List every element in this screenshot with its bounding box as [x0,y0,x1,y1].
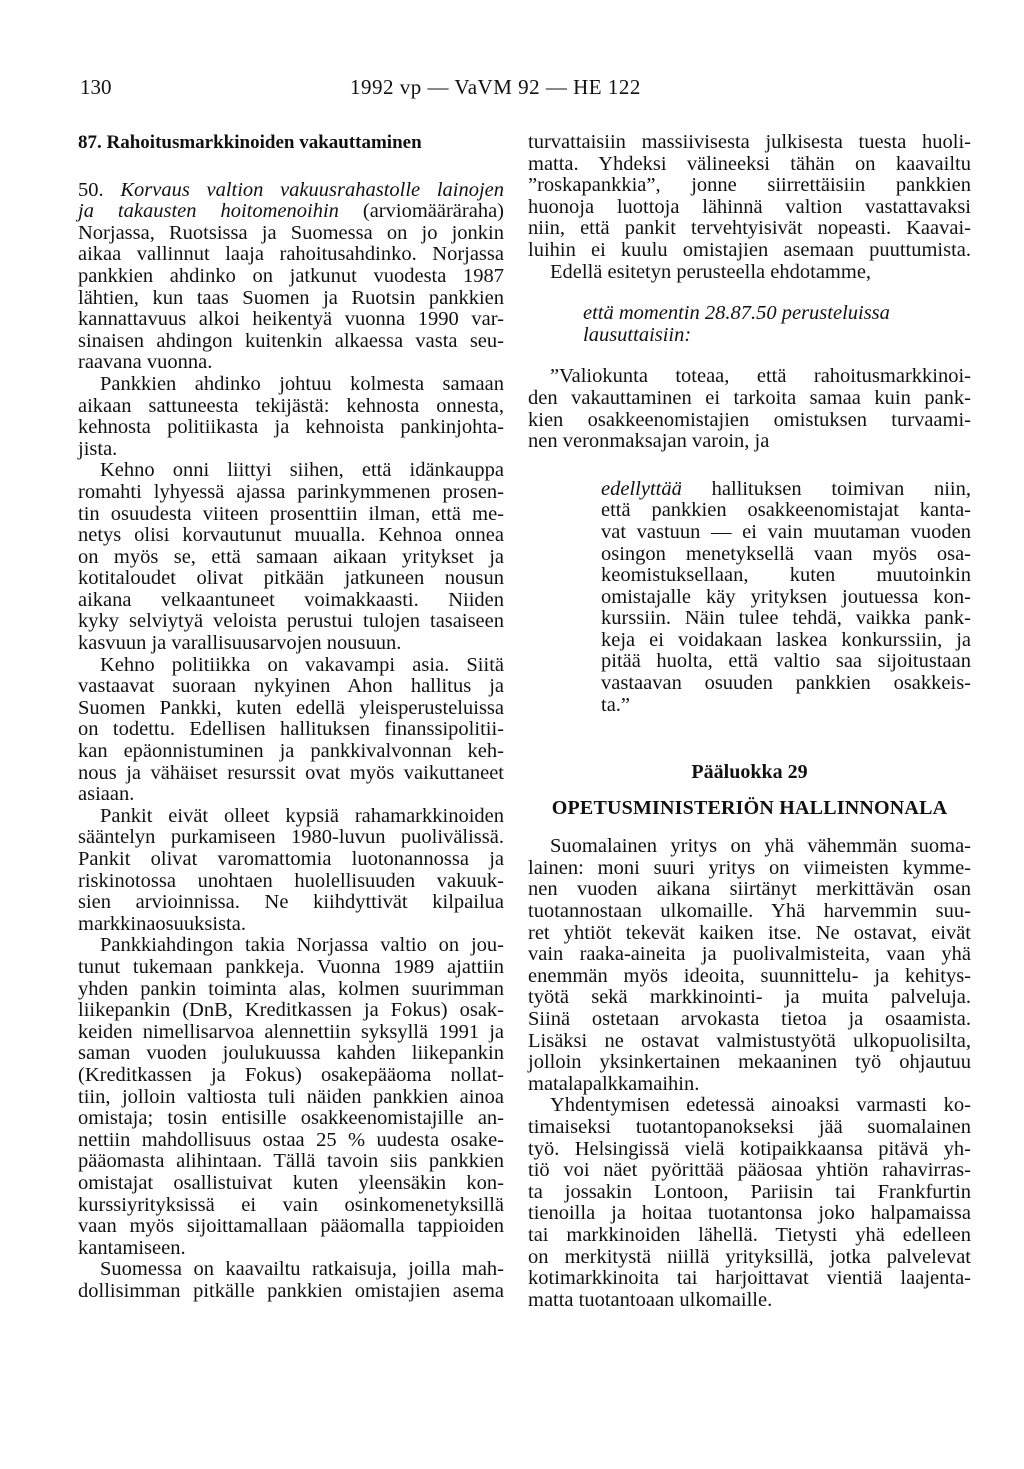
text-line: keja ei voidakaan laskea konkurssiin, ja [601,628,971,651]
text-line: vastaavat suoraan nykyinen Ahon hallitus ja [78,675,504,698]
spacer [528,346,971,366]
text-line: keiden nimellisarvoa alennettiin syksyllä 1991 ja [78,1020,504,1043]
text-line: nettiin mahdollisuus ostaa 25 % uudesta osake- [78,1128,504,1151]
quote-text [528,366,971,452]
text-line: tunut tukemaan pankkeja. Vuonna 1989 ajattiin [78,955,504,978]
left-body-text [78,180,504,1303]
text-line: sinaisen ahdingon kuitenkin alkaessa vasta seu- [78,329,504,352]
text-line: kannattavuus alkoi heikentyä vuonna 1990 var- [78,308,504,331]
text-line: jista. [78,437,118,460]
text-line: on merkitystä niillä yrityksillä, jotka palvelevat [528,1245,971,1268]
text-line: kantamiseen. [78,1236,186,1259]
text-line: Yhdentymisen edetessä ainoaksi varmasti ko- [550,1094,971,1117]
text-line: kan epäonnistuminen ja pankkivalvonnan keh- [78,740,504,763]
text-line: kurssiyrityksissä ei vain osinkomenetyksillä [78,1193,504,1216]
text-line: sääntelyn purkamiseen 1980-luvun puolivälissä. [78,826,504,849]
text-line: liikepankin (DnB, Kreditkassen ja Fokus) osak- [78,999,504,1022]
requirement-text [528,479,971,717]
text-line: tin osuudesta viiteen prosenttiin ilman, että me- [78,502,504,525]
text-line: romahti lyhyessä ajassa parinkymmenen prosen- [78,480,504,503]
text-line: vain raaka-aineita ja puolivalmisteita, vaan yhä [528,943,971,966]
text-line: vastaavan osuuden pankkien osakkeis- [601,672,971,695]
ministry-title: OPETUSMINISTERIÖN HALLINNONALA [551,797,948,820]
text-line: Norjassa, Ruotsissa ja Suomessa on jo jonkin [78,221,504,244]
text-line: pitää huolta, että valtio saa sijoitustaan [601,650,971,673]
spacer [528,453,971,479]
text-line: Kehno politiikka on vakavampi asia. Siitä [100,653,504,676]
text-line: jolloin yksinkertainen mekaaninen työ ohjautuu [528,1051,971,1074]
text-line: osingon menetyksellä vaan myös osa- [601,542,971,565]
text-line: niin, että pankit tervehtyisivät nopeasti. Kaavai- [528,217,971,240]
text-line: ret yhtiöt tekevät kaiken itse. Ne ostavat, eivät [528,921,971,944]
text-line: Suomen Pankki, kuten edellä yleisperusteluissa [78,696,504,719]
text-line: Suomalainen yritys on yhä vähemmän suoma- [550,835,971,858]
text-line: tai markkinoiden lähellä. Tietysti yhä edelleen [528,1223,971,1246]
text-line: ta jossakin Lontoon, Pariisin tai Frankfurtin [528,1180,971,1203]
spacer [528,742,971,762]
text-line: lähtien, kun taas Suomen ja Ruotsin pankkien [78,286,504,309]
text-line: edellyttää hallituksen toimivan niin, [601,477,971,500]
right-body-text [528,836,971,1311]
text-line: on todettu. Edellisen hallituksen finanssipolitii- [78,718,504,741]
text-line: asiaan. [78,783,135,806]
text-line: tuotannostaan ulkomaille. Yhä harvemmin suu- [528,900,971,923]
text-line: sien arvioinnissa. Ne kiihdyttivät kilpailua [78,891,504,914]
text-line: Lisäksi ne ostavat valmistustyötä ulkopuolisilta, [528,1029,971,1052]
text-line: dollisimman pitkälle pankkien omistajien asema [78,1279,504,1302]
text-line: on myös se, että samaan aikaan yritykset ja [78,545,504,568]
text-line: raavana vuonna. [78,351,213,374]
text-line: ja takausten hoitomenoihin (arviomääräraha) [78,200,504,223]
text-line: omistaja; tosin entisille osakkeenomistajille an- [78,1107,504,1130]
text-line: aikana velkaantuneet voimakkaasti. Niiden [78,588,504,611]
text-line: omistajat osallistuivat kuten yleensäkin kon- [78,1171,504,1194]
spacer [78,154,504,180]
proposal-text [528,303,971,346]
running-header: 1992 vp — VaVM 92 — HE 122 [350,75,641,99]
section-title: 87. Rahoitusmarkkinoiden vakauttaminen [78,132,422,153]
text-line: matalapalkkamaihin. [528,1072,700,1095]
text-line: lausuttaisiin: [583,323,692,346]
text-line: kotitaloudet olivat pitkään jatkuneen nousun [78,567,504,590]
text-line: enemmän myös ideoita, suunnittelu- ja kehitys- [528,964,971,987]
text-line: aikaan sattuneesta tekijästä: kehnosta onnesta, [78,394,504,417]
text-line: vaan myös sijoittamallaan pääomalla tappioiden [78,1215,504,1238]
text-line: huonoja luottoja lähinnä valtion vastattavaksi [528,195,971,218]
text-line: markkinaosuuksista. [78,912,246,935]
text-line: riskinotossa unohtaen huolellisuuden vakuuk- [78,869,504,892]
text-line: Siinä ostetaan arvokasta tietoa ja osaamista. [528,1008,971,1030]
text-line: vat vastuun — ei vain muutaman vuoden [601,520,971,543]
text-line: Pankkien ahdinko johtuu kolmesta samaan [100,372,504,395]
text-line: Pankit eivät olleet kypsiä rahamarkkinoiden [100,804,504,827]
text-line: että pankkien osakkeenomistajat kanta- [601,499,971,522]
text-line: Edellä esitetyn perusteella ehdotamme, [550,260,872,283]
text-line: tiin, jolloin valtiosta tuli näiden pankkien ainoa [78,1085,504,1108]
text-line: pankkien ahdinko on jatkunut vuodesta 1987 [78,264,504,287]
right-column [528,132,971,1311]
text-line: Suomessa on kaavailtu ratkaisuja, joilla mah- [100,1258,504,1281]
text-line: ”roskapankkia”, jonne siirrettäisiin pankkien [528,174,971,197]
spacer [528,716,971,742]
text-line: nous ja vähäiset resurssit ovat myös vaikuttaneet [78,761,504,784]
text-line: ”Valiokunta toteaa, että rahoitusmarkkinoi- [550,365,971,388]
text-line: tiö voi näet pyörittää pääosaa yhtiön rahavirras- [528,1159,971,1182]
page-number: 130 [80,75,112,99]
text-line: matta. Yhdeksi välineeksi tähän on kaavailtu [528,152,971,175]
text-line: työ. Helsingissä vielä kotipaikkaansa pitävä yh- [528,1137,971,1160]
text-line: yhden pankin toiminta alas, kolmen suurimman [78,977,504,1000]
text-line: omistajalle käy yrityksen joutuessa kon- [601,585,971,608]
text-line: tienoilla ja hoitaa tuotantonsa joko halpamaissa [528,1202,971,1225]
text-line: saman vuoden joulukuussa kahden liikepankin [78,1042,504,1065]
text-line: netys olisi korvautunut muualla. Kehnoa onnea [78,524,504,547]
text-line: lainen: moni suuri yritys on viimeisten kymme- [528,856,971,879]
text-line: kasvuun ja varallisuusarvojen nousuun. [78,632,402,655]
text-line: nen veronmaksajan varoin, ja [528,430,770,453]
text-line: pääomasta alihintaan. Tällä tavoin siis pankkien [78,1150,504,1173]
text-line: (Kreditkassen ja Fokus) osakepääoma nollat- [78,1063,504,1086]
text-line: kehnosta politiikasta ja kehnoista pankinjohta- [78,416,504,439]
text-line: Pankit olivat varomattomia luotonannossa ja [78,848,504,870]
text-line: ta.” [601,693,631,716]
text-line: Pankkiahdingon takia Norjassa valtio on jou- [100,934,504,957]
text-line: kyky selviytyä veloista perustui tulojen tasaiseen [78,610,504,633]
text-line: kurssiin. Näin tulee tehdä, vaikka pank- [601,607,971,630]
text-line: kotimarkkinoita tai harjoittavat vientiä laajenta- [528,1267,971,1290]
text-line: Kehno onni liittyi siihen, että idänkauppa [100,459,504,482]
text-line: 50. Korvaus valtion vakuusrahastolle lainojen [78,178,505,201]
text-line: kien osakkeenomistajien omistuksen turvaami- [528,408,971,431]
text-line: keomistuksellaan, kuten muutoinkin [601,564,971,587]
text-line: matta tuotantoaan ulkomaille. [528,1288,773,1311]
text-line: den vakauttaminen ei tarkoita samaa kuin pank- [528,386,971,409]
main-class-title: Pääluokka 29 [691,761,808,784]
left-column [78,132,504,1302]
text-line: työtä sekä markkinointi- ja muita palveluja. [528,986,971,1009]
text-line: turvattaisiin massiivisesta julkisesta tuesta huoli- [528,131,971,153]
text-line: luihin ei kuulu omistajien asemaan puuttumista. [528,238,971,261]
text-line: nen vuoden aikana siirtänyt merkittävän osan [528,878,971,901]
spacer [528,283,971,303]
text-line: että momentin 28.87.50 perusteluissa [583,302,890,325]
text-line: timaiseksi tuotantopanokseksi jää suomalainen [528,1115,971,1138]
right-intro-text [528,132,971,283]
text-line: aikaa vallinnut laaja rahoitusahdinko. Norjassa [78,243,504,266]
